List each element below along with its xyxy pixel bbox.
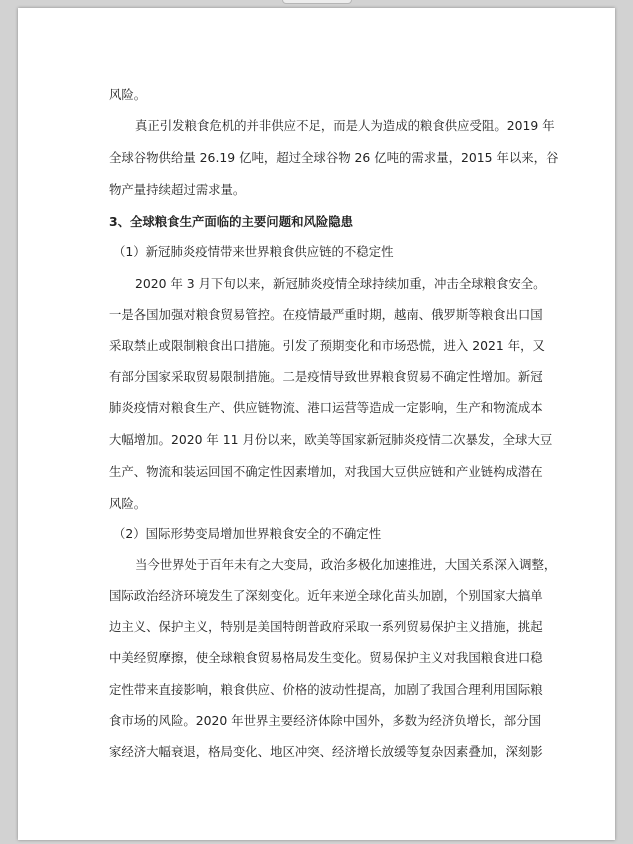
text-line: 大幅增加。2020 年 11 月份以来，欧美等国家新冠肺炎疫情二次暴发，全球大豆 bbox=[109, 432, 553, 447]
section-heading: 3、全球粮食生产面临的主要问题和风险隐患 bbox=[109, 214, 354, 229]
text-line: 一是各国加强对粮食贸易管控。在疫情最严重时期，越南、俄罗斯等粮食出口国 bbox=[109, 307, 543, 322]
text-line: 家经济大幅衰退，格局变化、地区冲突、经济增长放缓等复杂因素叠加，深刻影 bbox=[109, 744, 543, 759]
subsection-heading: （1）新冠肺炎疫情带来世界粮食供应链的不稳定性 bbox=[113, 244, 394, 259]
text-line: 物产量持续超过需求量。 bbox=[109, 182, 246, 197]
text-line: 生产、物流和装运回国不确定性因素增加，对我国大豆供应链和产业链构成潜在 bbox=[109, 464, 543, 479]
text-line: 中美经贸摩擦，使全球粮食贸易格局发生变化。贸易保护主义对我国粮食进口稳 bbox=[109, 650, 543, 665]
text-line: 有部分国家采取贸易限制措施。二是疫情导致世界粮食贸易不确定性增加。新冠 bbox=[109, 369, 543, 384]
page-nav-tab[interactable] bbox=[282, 0, 352, 4]
text-line: 肺炎疫情对粮食生产、供应链物流、港口运营等造成一定影响，生产和物流成本 bbox=[109, 400, 543, 415]
text-line: 边主义、保护主义，特别是美国特朗普政府采取一系列贸易保护主义措施，挑起 bbox=[109, 619, 543, 634]
text-line: 定性带来直接影响，粮食供应、价格的波动性提高，加剧了我国合理利用国际粮 bbox=[109, 682, 543, 697]
text-line: 食市场的风险。2020 年世界主要经济体除中国外，多数为经济负增长，部分国 bbox=[109, 713, 541, 728]
text-line: 国际政治经济环境发生了深刻变化。近年来逆全球化苗头加剧，个别国家大搞单 bbox=[109, 588, 543, 603]
text-line: 风险。 bbox=[109, 496, 147, 511]
text-line: 风险。 bbox=[109, 87, 147, 102]
text-line: 采取禁止或限制粮食出口措施。引发了预期变化和市场恐慌，进入 2021 年，又 bbox=[109, 338, 545, 353]
document-page bbox=[18, 8, 615, 840]
text-line: 真正引发粮食危机的并非供应不足，而是人为造成的粮食供应受阻。2019 年 bbox=[135, 118, 555, 133]
subsection-heading: （2）国际形势变局增加世界粮食安全的不确定性 bbox=[113, 526, 382, 541]
text-line: 全球谷物供给量 26.19 亿吨，超过全球谷物 26 亿吨的需求量，2015 年以来，谷 bbox=[109, 150, 559, 165]
text-line: 当今世界处于百年未有之大变局，政治多极化加速推进，大国关系深入调整， bbox=[135, 557, 557, 572]
text-line: 2020 年 3 月下旬以来，新冠肺炎疫情全球持续加重，冲击全球粮食安全。 bbox=[135, 276, 546, 291]
